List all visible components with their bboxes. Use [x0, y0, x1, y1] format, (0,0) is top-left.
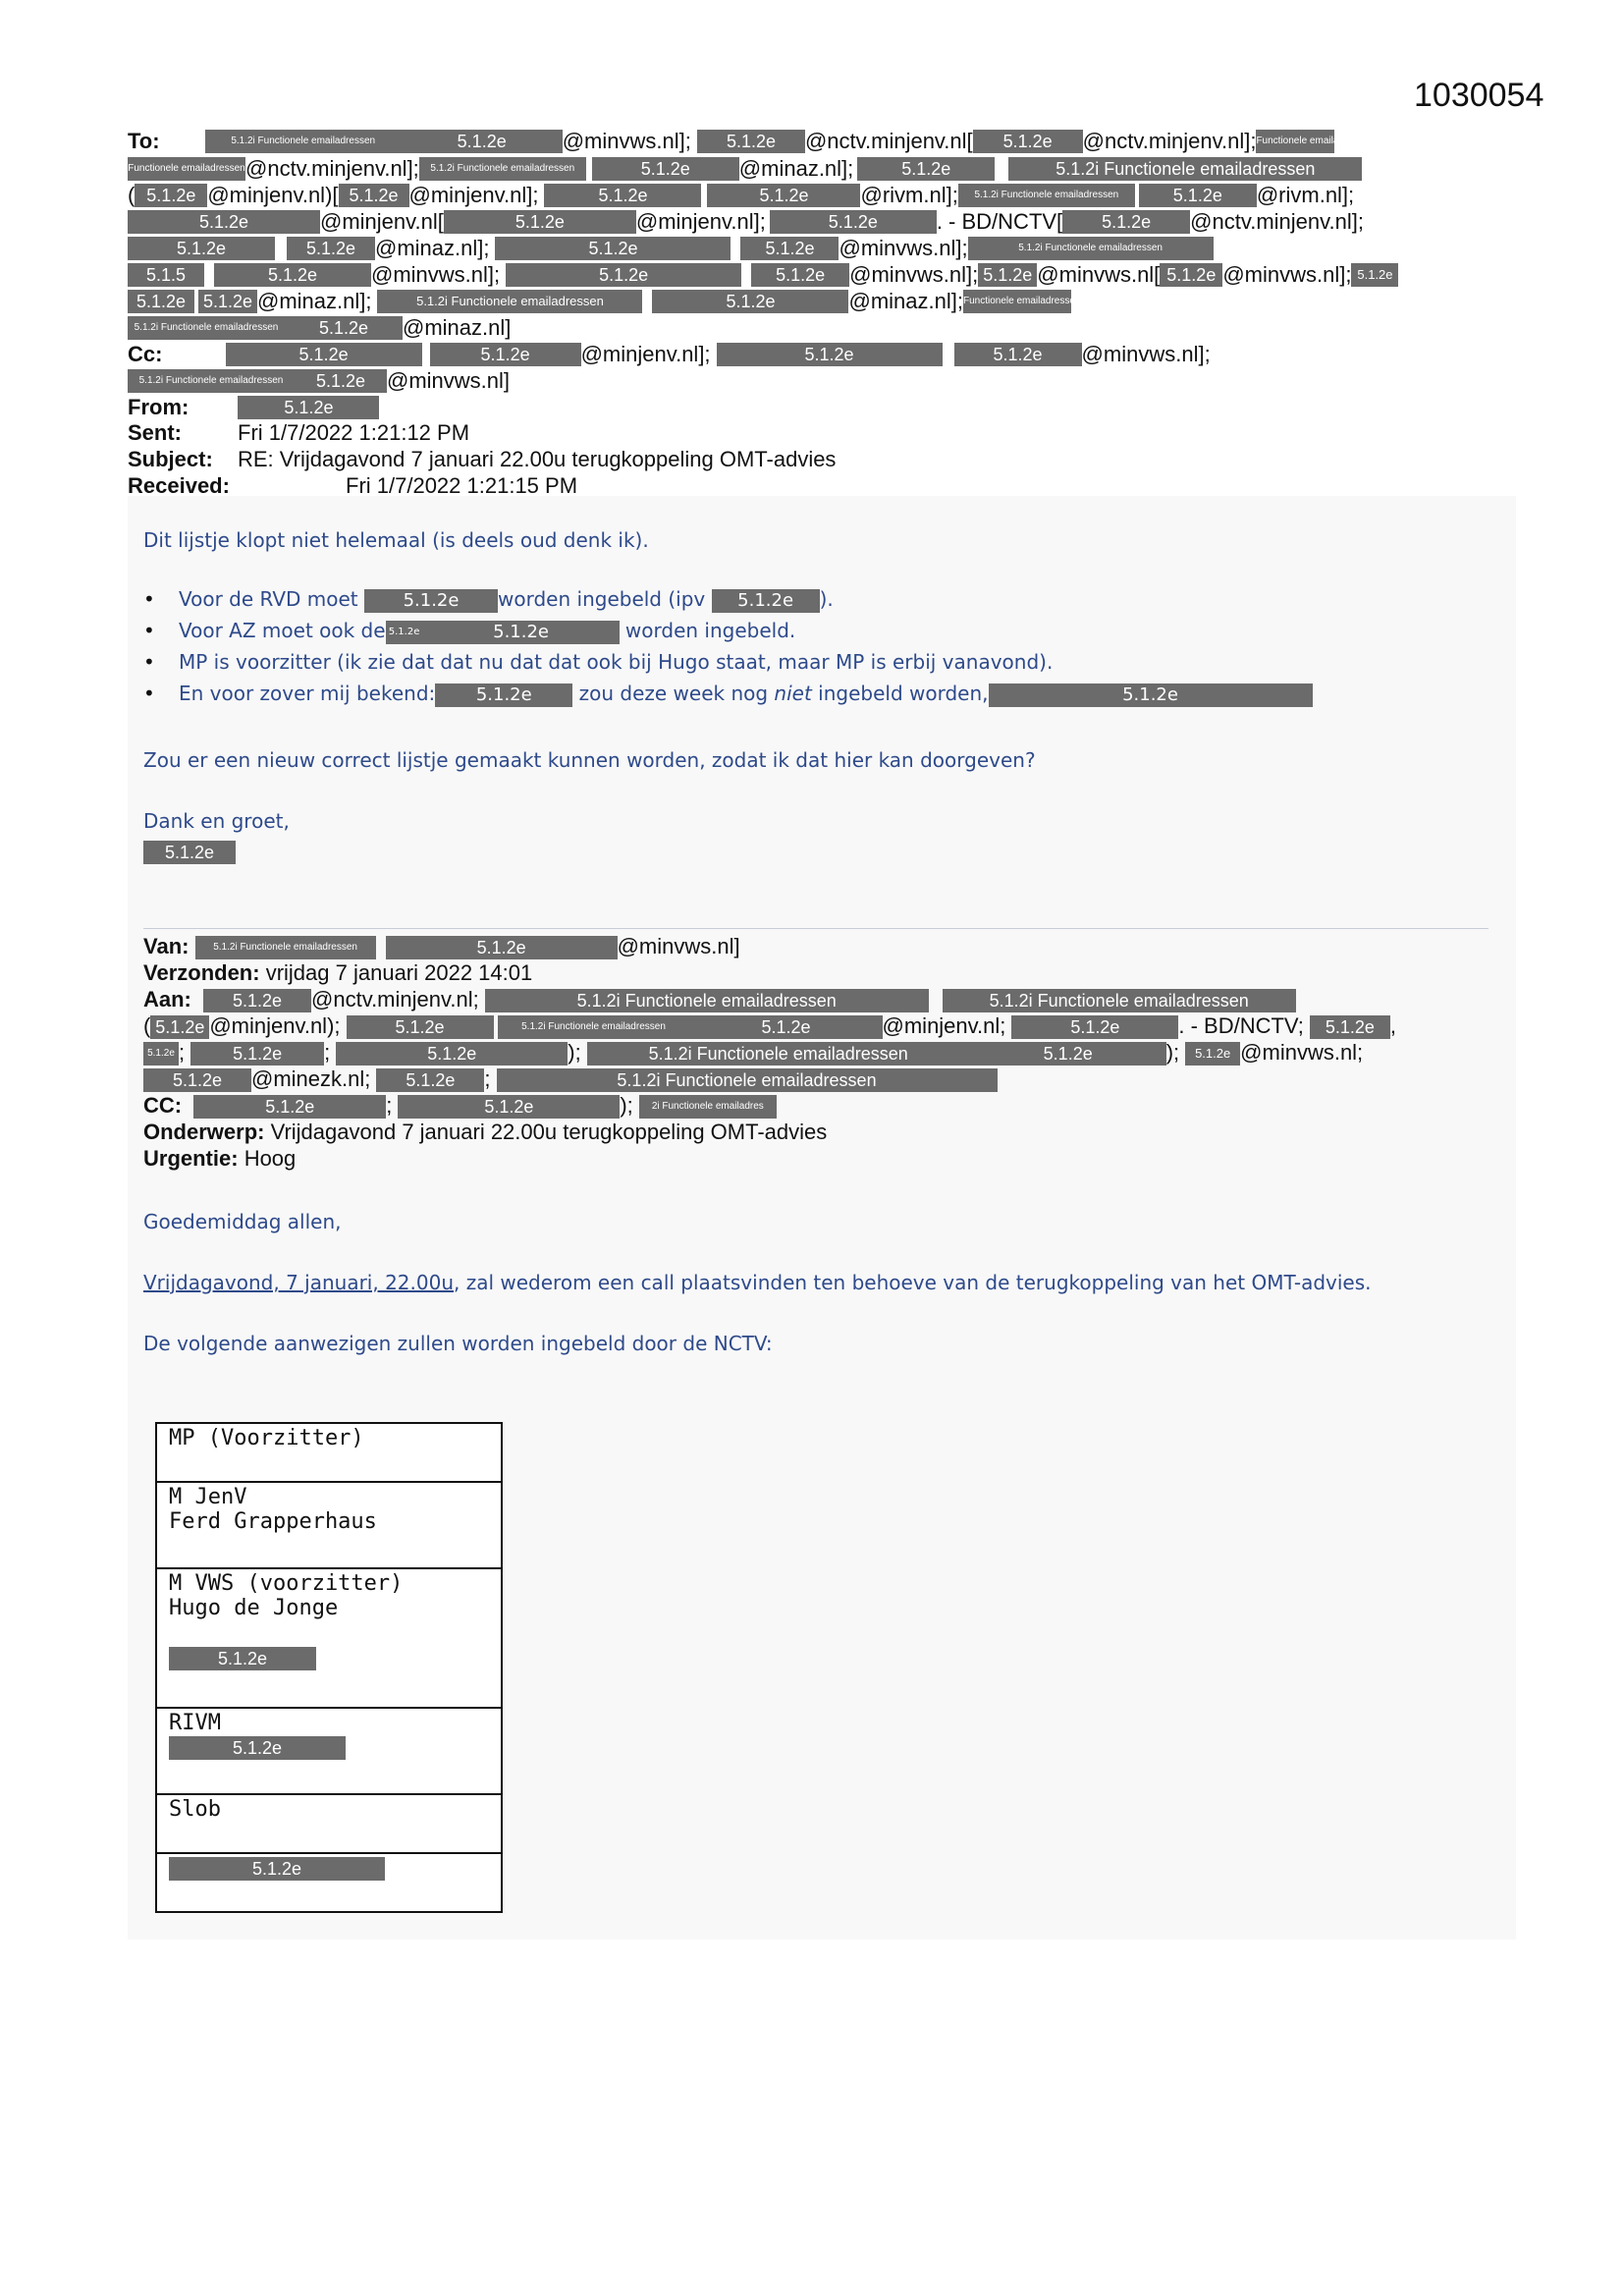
attendees-table	[155, 1422, 503, 1913]
redaction: 5.1.2e	[954, 343, 1082, 366]
redaction: 5.1.2e	[226, 343, 422, 366]
email-domain: . - BD/NCTV;	[1178, 1013, 1304, 1038]
email-domain: @minvws.nl];	[562, 129, 691, 154]
announcement	[143, 1271, 1372, 1294]
verzonden-line	[143, 959, 532, 986]
redaction: 5.1.2i Functionele emailadressen	[377, 290, 642, 313]
aan-line-1	[143, 986, 1296, 1012]
redaction: 5.1.2e	[398, 1095, 620, 1119]
redaction: 5.1.2e	[1185, 1042, 1240, 1066]
to-line-3: ( 5.1.2e @minjenv.nl)[ 5.1.2e @minjenv.nl]; 5.1.2e 5.1.2e @rivm.nl]; 5.1.2i Functionele emailadressen 5.1.2e @rivm.nl];	[128, 183, 1355, 208]
redaction: 5.1.2e	[198, 290, 257, 313]
urgentie-value: Hoog	[244, 1146, 297, 1171]
redaction: 5.1.2i Functionele emailadressen	[497, 1068, 998, 1092]
reply-intro: Dit lijstje klopt niet helemaal (is deels oud denk ik).	[143, 528, 649, 552]
email-domain: @minvws.nl];	[1081, 342, 1211, 367]
redaction: 5.1.2e	[285, 316, 403, 340]
to-label: To:	[128, 129, 160, 154]
redaction: 5.1.2e	[495, 237, 731, 260]
aan-line-3: 5.1.2e ; 5.1.2e ; 5.1.2e ); 5.1.2i Functionele emailadressen 5.1.2e ); 5.1.2e @minvws.nl;	[143, 1039, 1363, 1066]
email-domain: @minvws.nl[	[1037, 262, 1161, 288]
email-domain: @rivm.nl];	[860, 183, 958, 208]
redaction: 5.1.2e	[1310, 1015, 1390, 1039]
redaction: Functionele emailadressen	[963, 290, 1071, 313]
redaction: 5.1.2e	[1160, 263, 1222, 287]
redaction: 5.1.2i Functionele emailadressen	[485, 989, 929, 1012]
email-domain: @nctv.minjenv.nl];	[1082, 129, 1257, 154]
redaction: 5.1.2e	[336, 1042, 568, 1066]
redaction: 5.1.2e	[506, 263, 741, 287]
redaction: 5.1.2i Functionele emailadressen	[958, 184, 1135, 207]
table-row	[156, 1568, 502, 1708]
signature	[143, 841, 236, 864]
redaction: 5.1.2e	[386, 621, 423, 644]
redaction: 5.1.2e	[203, 989, 311, 1012]
redaction: 5.1.2i Functionele emailadressen	[498, 1015, 690, 1039]
aan-line-2: ( 5.1.2e @minjenv.nl); 5.1.2e 5.1.2i Functionele emailadressen 5.1.2e @minjenv.nl; 5.1.2e . - BD/NCTV; 5.1.2e ,	[143, 1013, 1397, 1038]
table-row	[156, 1853, 502, 1912]
redaction: 5.1.2e	[970, 1042, 1166, 1066]
aan-line-4: 5.1.2e @minezk.nl; 5.1.2e ; 5.1.2i Functionele emailadressen	[143, 1066, 998, 1092]
redaction: 5.1.2i Functionele emailadressen	[1008, 157, 1362, 181]
redaction: 5.1.2e	[1011, 1015, 1178, 1039]
sent-label: Sent:	[128, 420, 182, 445]
urgentie-line	[143, 1145, 296, 1172]
redaction: 5.1.2e	[973, 130, 1083, 153]
redaction: 5.1.2e	[1062, 210, 1190, 234]
email-domain: @minjenv.nl];	[635, 209, 766, 235]
redaction: 5.1.2e	[857, 157, 995, 181]
to-line-2	[128, 155, 1362, 182]
email-domain: @minvws.nl];	[849, 262, 979, 288]
from-label: From:	[128, 395, 189, 420]
table-row	[156, 1423, 502, 1482]
redaction: 5.1.2e	[295, 369, 387, 393]
received-value: Fri 1/7/2022 1:21:15 PM	[346, 473, 578, 498]
email-domain: @minvws.nl]	[387, 368, 511, 394]
redaction: Functionele emailadressen	[128, 157, 245, 181]
cc-line-1	[128, 341, 1211, 367]
redaction: 5.1.2e	[287, 237, 375, 260]
verzonden-label: Verzonden:	[143, 960, 260, 985]
redaction: 5.1.2e	[978, 263, 1037, 287]
email-domain: @nctv.minjenv.nl];	[1190, 209, 1364, 235]
email-domain: @nctv.minjenv.nl[	[804, 129, 973, 154]
redaction: 5.1.2e	[128, 290, 194, 313]
greeting: Goedemiddag allen,	[143, 1210, 342, 1233]
redaction: 5.1.2e	[169, 1736, 346, 1760]
email-domain: @minjenv.nl;	[882, 1013, 1006, 1038]
date-link[interactable]: Vrijdagavond, 7 januari, 22.00u	[143, 1271, 455, 1294]
redaction: 5.1.2e	[135, 184, 207, 207]
email-domain: @minezk.nl;	[251, 1066, 371, 1091]
van-line	[143, 933, 740, 959]
from-line	[128, 394, 379, 420]
aan-label: Aan:	[143, 987, 191, 1011]
email-domain: @minjenv.nl)[	[207, 183, 339, 208]
redaction: 5.1.2e	[347, 1015, 494, 1039]
redaction: 5.1.2e	[1351, 263, 1398, 287]
to-line-7	[128, 288, 1081, 314]
redaction: 5.1.2i Functionele emailadressen	[419, 157, 586, 181]
redaction: 5.1.2i Functionele emailadressen	[587, 1042, 970, 1066]
email-domain: @minaz.nl];	[848, 289, 963, 314]
received-line	[128, 473, 577, 499]
email-domain: . - BD/NCTV[	[936, 209, 1063, 235]
redaction: 5.1.2e	[214, 263, 371, 287]
redaction: 5.1.2e	[770, 210, 937, 234]
sent-value: Fri 1/7/2022 1:21:12 PM	[238, 420, 470, 445]
cc-original-label: CC:	[143, 1093, 183, 1118]
subject-value: RE: Vrijdagavond 7 januari 22.00u terugkoppeling OMT-advies	[238, 447, 837, 471]
onderwerp-label: Onderwerp:	[143, 1120, 265, 1144]
redaction: 5.1.2e	[376, 1068, 484, 1092]
redaction: 5.1.2i Functionele emailadressen	[968, 237, 1214, 260]
redaction: 5.1.2e	[751, 263, 849, 287]
redaction: 5.1.2e	[592, 157, 739, 181]
list-item: • Voor AZ moet ook de 5.1.2e 5.1.2e worden ingebeld.	[88, 615, 1313, 646]
reply-question: Zou er een nieuw correct lijstje gemaakt kunnen worden, zodat ik dat hier kan doorgeven?	[143, 748, 1036, 772]
email-domain: @minaz.nl]	[403, 315, 512, 341]
email-domain: @rivm.nl];	[1256, 183, 1355, 208]
redaction: 5.1.2e	[430, 343, 581, 366]
redaction: 5.1.2e	[364, 589, 498, 613]
onderwerp-line	[143, 1119, 827, 1145]
email-domain: @minjenv.nl];	[580, 342, 711, 367]
redaction: 5.1.2e	[128, 210, 320, 234]
redaction: 5.1.2e	[339, 184, 409, 207]
redaction: 5.1.2e	[717, 343, 943, 366]
to-line-1	[128, 128, 1374, 154]
email-domain: @minjenv.nl[	[320, 209, 444, 235]
redaction: 5.1.2e	[128, 237, 275, 260]
redaction: 5.1.2e	[386, 936, 618, 959]
table-cell: MP (Voorzitter)	[169, 1426, 364, 1450]
redaction: 5.1.2e	[402, 130, 563, 153]
cc-label: Cc:	[128, 342, 163, 367]
onderwerp-value: Vrijdagavond 7 januari 22.00u terugkoppeling OMT-advies	[270, 1120, 828, 1144]
email-domain: @minaz.nl];	[257, 289, 372, 314]
redaction: 5.1.2i Functionele emailadressen	[205, 130, 402, 153]
email-domain: @minaz.nl];	[375, 236, 490, 261]
redaction: 5.1.2e	[238, 396, 379, 419]
list-item: • En voor zover mij bekend: 5.1.2e zou deze week nog niet ingebeld worden, 5.1.2e	[88, 678, 1313, 709]
table-cell: M JenV	[169, 1485, 247, 1509]
redaction: 5.1.2e	[652, 290, 848, 313]
redaction: 5.1.2i Functionele emailadressen	[128, 316, 285, 340]
redaction: Functionele emailadressen	[1256, 130, 1334, 153]
redaction: 5.1.2e	[150, 1015, 209, 1039]
redaction: 5.1.2e	[169, 1857, 385, 1881]
redaction: 5.1.2e	[423, 621, 620, 644]
email-domain: @minjenv.nl];	[408, 183, 539, 208]
table-cell: M VWS (voorzitter)	[169, 1571, 404, 1596]
redaction: 5.1.2e	[169, 1647, 316, 1670]
email-domain: @nctv.minjenv.nl;	[311, 987, 479, 1011]
redaction: 5.1.2e	[740, 237, 839, 260]
redaction: 5.1.2e	[1139, 184, 1257, 207]
verzonden-value: vrijdag 7 januari 2022 14:01	[265, 960, 533, 985]
van-label: Van:	[143, 934, 189, 958]
email-domain: @minvws.nl];	[1222, 262, 1352, 288]
to-line-5	[128, 235, 1214, 261]
received-label: Received:	[128, 473, 230, 498]
email-domain: @nctv.minjenv.nl];	[245, 156, 419, 182]
cc-original-line: CC: 5.1.2e ; 5.1.2e ); 2i Functionele emailadres	[143, 1092, 777, 1119]
redaction: 5.1.2e	[544, 184, 701, 207]
email-domain: @minvws.nl;	[1240, 1040, 1364, 1065]
subject-line	[128, 447, 836, 472]
redaction: 5.1.2e	[712, 589, 820, 613]
table-cell: RIVM	[169, 1711, 221, 1735]
table-row	[156, 1482, 502, 1568]
table-cell: Slob	[169, 1797, 221, 1822]
email-domain: @minjenv.nl);	[209, 1013, 341, 1038]
redaction: 2i Functionele emailadres	[639, 1095, 777, 1119]
to-line-8	[128, 314, 511, 341]
document-number: 1030054	[1414, 77, 1544, 114]
redaction: 5.1.2e	[143, 1042, 179, 1066]
redaction: 5.1.2e	[143, 1068, 251, 1092]
email-domain: @minvws.nl];	[839, 236, 968, 261]
list-item: • Voor de RVD moet 5.1.2e worden ingebeld (ipv 5.1.2e ).	[88, 583, 1313, 615]
table-row	[156, 1708, 502, 1794]
table-row	[156, 1794, 502, 1853]
reply-bullets	[88, 583, 1313, 709]
reply-closing: Dank en groet,	[143, 809, 290, 833]
redaction: 5.1.2i Functionele emailadressen	[943, 989, 1296, 1012]
redaction: 5.1.2e	[989, 683, 1313, 707]
redaction: 5.1.5	[128, 263, 204, 287]
attendees-intro: De volgende aanwezigen zullen worden ingebeld door de NCTV:	[143, 1332, 773, 1355]
redaction: 5.1.2e	[435, 683, 572, 707]
redaction: 5.1.2e	[193, 1095, 386, 1119]
table-cell: Ferd Grapperhaus	[169, 1509, 377, 1534]
table-cell: Hugo de Jonge	[169, 1596, 339, 1620]
urgentie-label: Urgentie:	[143, 1146, 239, 1171]
redaction: 5.1.2e	[444, 210, 636, 234]
to-line-4	[128, 208, 1364, 235]
subject-label: Subject:	[128, 447, 213, 471]
email-domain: @minaz.nl];	[738, 156, 854, 182]
cc-line-2	[128, 367, 510, 394]
to-line-6	[128, 261, 1398, 288]
redaction: 5.1.2e	[143, 841, 236, 864]
sent-line	[128, 420, 469, 446]
message-divider	[143, 928, 1489, 929]
redaction: 5.1.2e	[190, 1042, 324, 1066]
redaction: 5.1.2e	[697, 130, 805, 153]
redaction: 5.1.2i Functionele emailadressen	[128, 369, 295, 393]
redaction: 5.1.2e	[707, 184, 860, 207]
redaction: 5.1.2i Functionele emailadressen	[195, 936, 376, 959]
announcement-text: , zal wederom een call plaatsvinden ten behoeve van de terugkoppeling van het OMT-advies.	[454, 1271, 1372, 1294]
list-item: • MP is voorzitter (ik zie dat dat nu dat dat ook bij Hugo staat, maar MP is erbij vanavond).	[88, 646, 1313, 678]
email-domain: @minvws.nl];	[371, 262, 501, 288]
email-domain: @minvws.nl]	[617, 934, 740, 958]
redaction: 5.1.2e	[690, 1015, 883, 1039]
